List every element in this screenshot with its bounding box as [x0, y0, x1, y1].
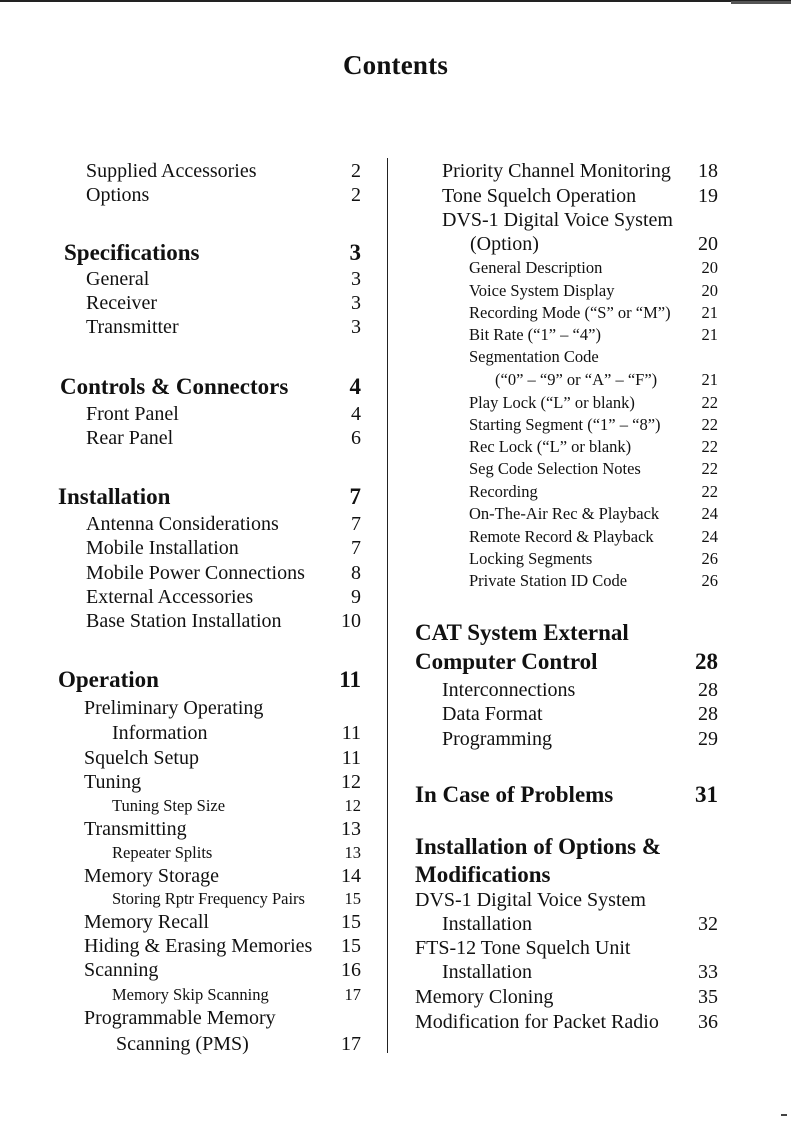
toc-entry-page: 20 [701, 258, 718, 277]
toc-entry-title: Information [112, 722, 208, 744]
toc-entry-title: CAT System External [415, 620, 629, 645]
toc-entry-title: Modification for Packet Radio [415, 1011, 659, 1033]
toc-entry-page: 22 [701, 482, 718, 501]
toc-entry-page: 2 [351, 160, 361, 182]
toc-entry-page: 4 [349, 374, 361, 399]
toc-entry-title: Remote Record & Playback [469, 527, 654, 546]
toc-entry-title: Segmentation Code [469, 347, 599, 366]
toc-entry-page: 28 [698, 679, 718, 701]
toc-entry-title: Scanning (PMS) [116, 1033, 249, 1055]
toc-entry-title: Specifications [64, 240, 200, 265]
toc-entry-title: Hiding & Erasing Memories [84, 935, 313, 957]
column-divider [387, 158, 388, 1053]
toc-entry-title: Transmitting [84, 818, 187, 840]
toc-entry-title: DVS-1 Digital Voice System [415, 889, 646, 911]
toc-entry-title: Seg Code Selection Notes [469, 459, 641, 478]
toc-entry-page: 15 [341, 911, 361, 933]
toc-entry-page: 13 [344, 843, 361, 862]
toc-entry-page: 2 [351, 184, 361, 206]
toc-entry-page: 6 [351, 427, 361, 449]
toc-entry-title: Front Panel [86, 403, 179, 425]
toc-entry-page: 17 [344, 985, 361, 1004]
toc-entry-title: Installation of Options & [415, 834, 662, 859]
toc-entry-title: Priority Channel Monitoring [442, 160, 671, 182]
toc-entry-page: 11 [341, 747, 361, 769]
toc-entry-page: 32 [698, 913, 718, 935]
toc-entry-page: 21 [701, 325, 718, 344]
toc-entry-title: Scanning [84, 959, 159, 981]
toc-entry-page: 22 [701, 415, 718, 434]
toc-entry-title: Starting Segment (“1” – “8”) [469, 415, 661, 434]
toc-entry-title: Memory Skip Scanning [112, 985, 269, 1004]
toc-entry-title: Repeater Splits [112, 843, 213, 862]
toc-entry-page: 11 [339, 667, 361, 692]
toc-entry-title: Transmitter [86, 316, 179, 338]
toc-entry-page: 15 [344, 889, 361, 908]
toc-entry-title: Rear Panel [86, 427, 174, 449]
toc-entry-page: 26 [701, 571, 718, 590]
toc-entry-page: 19 [698, 185, 718, 207]
toc-entry-page: 28 [698, 703, 718, 725]
toc-entry-page: 3 [349, 240, 361, 265]
toc-entry-page: 16 [341, 959, 361, 981]
toc-entry-page: 7 [349, 484, 361, 509]
toc-entry-title: Installation [442, 913, 532, 935]
toc-entry-title: Computer Control [415, 649, 598, 674]
toc-entry-title: Supplied Accessories [86, 160, 257, 182]
toc-entry-title: General Description [469, 258, 603, 277]
toc-entry-page: 21 [701, 370, 718, 389]
toc-entry-title: Data Format [442, 703, 543, 725]
toc-entry-title: Preliminary Operating [84, 697, 264, 719]
toc-entry-title: Antenna Considerations [86, 513, 279, 535]
toc-entry-title: Interconnections [442, 679, 576, 701]
toc-entry-page: 11 [341, 722, 361, 744]
toc-entry-title: Recording Mode (“S” or “M”) [469, 303, 671, 322]
toc-entry-title: Tone Squelch Operation [442, 185, 637, 207]
toc-entry-page: 22 [701, 459, 718, 478]
toc-entry-title: Installation [442, 961, 532, 983]
toc-entry-page: 12 [344, 796, 361, 815]
toc-entry-title: Memory Cloning [415, 986, 554, 1008]
toc-entry-title: General [86, 268, 150, 290]
toc-entry-title: Memory Recall [84, 911, 209, 933]
toc-entry-page: 36 [698, 1011, 718, 1033]
top-rule-tail [731, 1, 791, 4]
toc-entry-page: 14 [341, 865, 361, 887]
toc-entry-title: Mobile Installation [86, 537, 239, 559]
toc-entry-title: Base Station Installation [86, 610, 282, 632]
toc-entry-page: 24 [701, 527, 718, 546]
toc-entry-page: 20 [698, 233, 718, 255]
toc-entry-title: Memory Storage [84, 865, 219, 887]
page-title: Contents [342, 50, 449, 80]
toc-entry-title: Installation [58, 484, 171, 509]
toc-entry-title: Tuning [84, 771, 142, 793]
toc-entry-title: Programming [442, 728, 552, 750]
toc-entry-page: 10 [341, 610, 361, 632]
toc-entry-page: 31 [695, 782, 718, 807]
toc-entry-title: (“0” – “9” or “A” – “F”) [495, 370, 658, 389]
toc-entry-title: Receiver [86, 292, 158, 314]
toc-entry-page: 13 [341, 818, 361, 840]
toc-entry-page: 20 [701, 281, 718, 300]
toc-entry-title: DVS-1 Digital Voice System [442, 209, 673, 231]
toc-entry-page: 26 [701, 549, 718, 568]
toc-entry-title: Mobile Power Connections [86, 562, 305, 584]
toc-entry-title: Rec Lock (“L” or blank) [469, 437, 632, 456]
top-rule [0, 0, 791, 2]
toc-entry-page: 3 [351, 268, 361, 290]
toc-entry-page: 3 [351, 292, 361, 314]
toc-entry-page: 33 [698, 961, 718, 983]
toc-entry-title: Modifications [415, 862, 551, 887]
toc-entry-title: Voice System Display [469, 281, 615, 300]
toc-entry-title: On-The-Air Rec & Playback [469, 504, 660, 523]
toc-entry-page: 35 [698, 986, 718, 1008]
toc-entry-title: (Option) [470, 233, 539, 255]
toc-entry-title: In Case of Problems [415, 782, 614, 807]
toc-entry-title: Options [86, 184, 150, 206]
toc-entry-title: External Accessories [86, 586, 254, 608]
toc-entry-title: Squelch Setup [84, 747, 199, 769]
toc-entry-page: 3 [351, 316, 361, 338]
toc-entry-page: 7 [351, 513, 361, 535]
toc-entry-page: 4 [351, 403, 361, 425]
toc-entry-page: 15 [341, 935, 361, 957]
toc-entry-page: 8 [351, 562, 361, 584]
toc-entry-title: Private Station ID Code [469, 571, 628, 590]
toc-entry-title: Locking Segments [469, 549, 593, 568]
toc-entry-page: 9 [351, 586, 361, 608]
toc-entry-page: 24 [701, 504, 718, 523]
toc-entry-page: 22 [701, 437, 718, 456]
toc-entry-title: FTS-12 Tone Squelch Unit [415, 937, 631, 959]
toc-entry-page: 17 [341, 1033, 361, 1055]
toc-entry-title: Tuning Step Size [112, 796, 226, 815]
toc-entry-page: 12 [341, 771, 361, 793]
toc-entry-page: 18 [698, 160, 718, 182]
toc-entry-page: 22 [701, 393, 718, 412]
toc-entry-page: 7 [351, 537, 361, 559]
toc-entry-title: Operation [58, 667, 159, 692]
toc-entry-title: Recording [469, 482, 538, 501]
toc-entry-page: 28 [695, 649, 718, 674]
toc-entry-page: 21 [701, 303, 718, 322]
toc-entry-title: Storing Rptr Frequency Pairs [112, 889, 305, 908]
toc-entry-title: Play Lock (“L” or blank) [469, 393, 635, 412]
toc-entry-title: Bit Rate (“1” – “4”) [469, 325, 601, 344]
corner-mark [781, 1114, 787, 1116]
toc-entry-title: Programmable Memory [84, 1007, 276, 1029]
toc-entry-title: Controls & Connectors [60, 374, 289, 399]
toc-entry-page: 29 [698, 728, 718, 750]
